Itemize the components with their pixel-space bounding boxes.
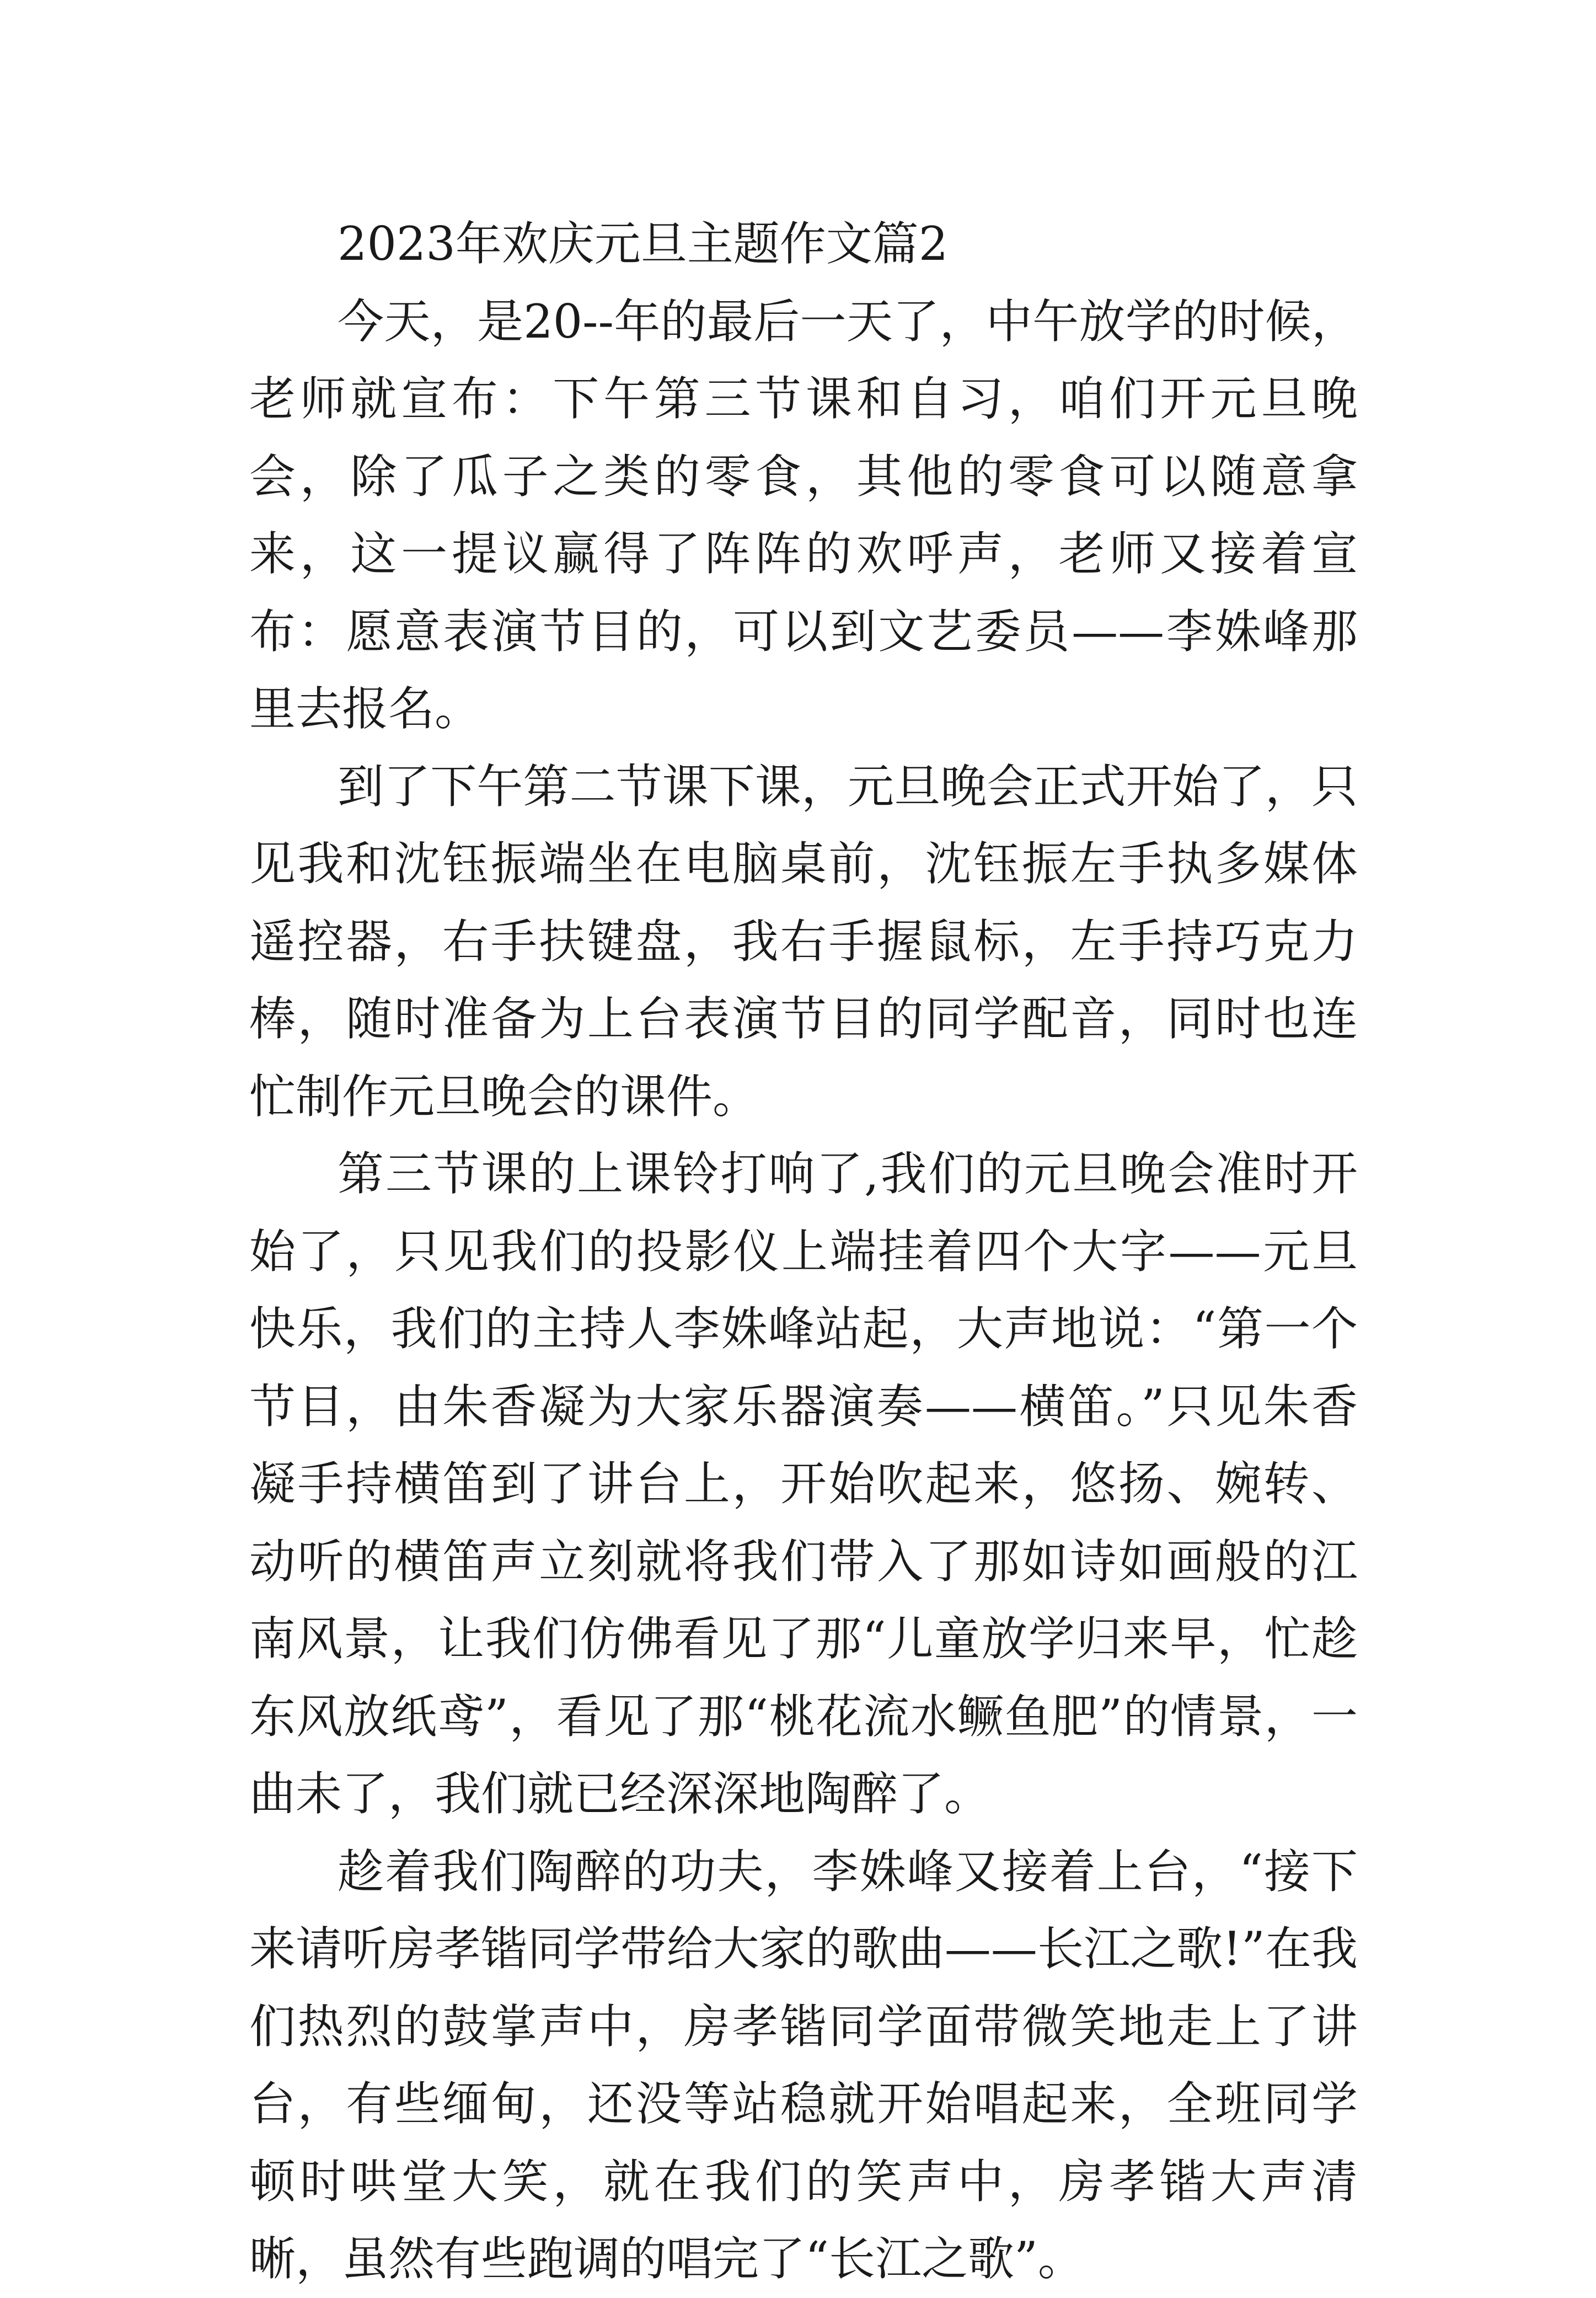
- paragraph-4: 趁着我们陶醉的功夫，李姝峰又接着上台，“接下来请听房孝锴同学带给大家的歌曲——长江之歌!”在我们热烈的鼓掌声中，房孝锴同学面带微笑地走上了讲台，有些缅甸，还没等站稳就开始唱起来，全班同学顿时哄堂大笑，就在我们的笑声中，房孝锴大声清晰，虽然有些跑调的唱完了“长江之歌”。: [249, 1844, 1358, 2286]
- paragraph-3: 第三节课的上课铃打响了,我们的元旦晚会准时开始了，只见我们的投影仪上端挂着四个大字——元旦快乐，我们的主持人李姝峰站起，大声地说：“第一个节目，由朱香凝为大家乐器演奏——横笛。”只见朱香凝手持横笛到了讲台上，开始吹起来，悠扬、婉转、动听的横笛声立刻就将我们带入了那如诗如画般的江南风景，让我们仿佛看见了那“儿童放学归来早，忙趁东风放纸鸢”，看见了那“桃花流水鳜鱼肥”的情景，一曲未了，我们就已经深深地陶醉了。: [249, 1147, 1358, 1821]
- document-body: [249, 205, 1358, 2298]
- paragraph-1: 今天，是20--年的最后一天了，中午放学的时候，老师就宣布：下午第三节课和自习，咱们开元旦晚会，除了瓜子之类的零食，其他的零食可以随意拿来，这一提议赢得了阵阵的欢呼声，老师又接着宣布：愿意表演节目的，可以到文艺委员——李姝峰那里去报名。: [249, 294, 1358, 736]
- document-title: 2023年欢庆元旦主题作文篇2: [338, 217, 949, 271]
- paragraph-2: 到了下午第二节课下课，元旦晚会正式开始了，只见我和沈钰振端坐在电脑桌前，沈钰振左手执多媒体遥控器，右手扶键盘，我右手握鼠标，左手持巧克力棒，随时准备为上台表演节目的同学配音，同时也连忙制作元旦晚会的课件。: [249, 759, 1358, 1124]
